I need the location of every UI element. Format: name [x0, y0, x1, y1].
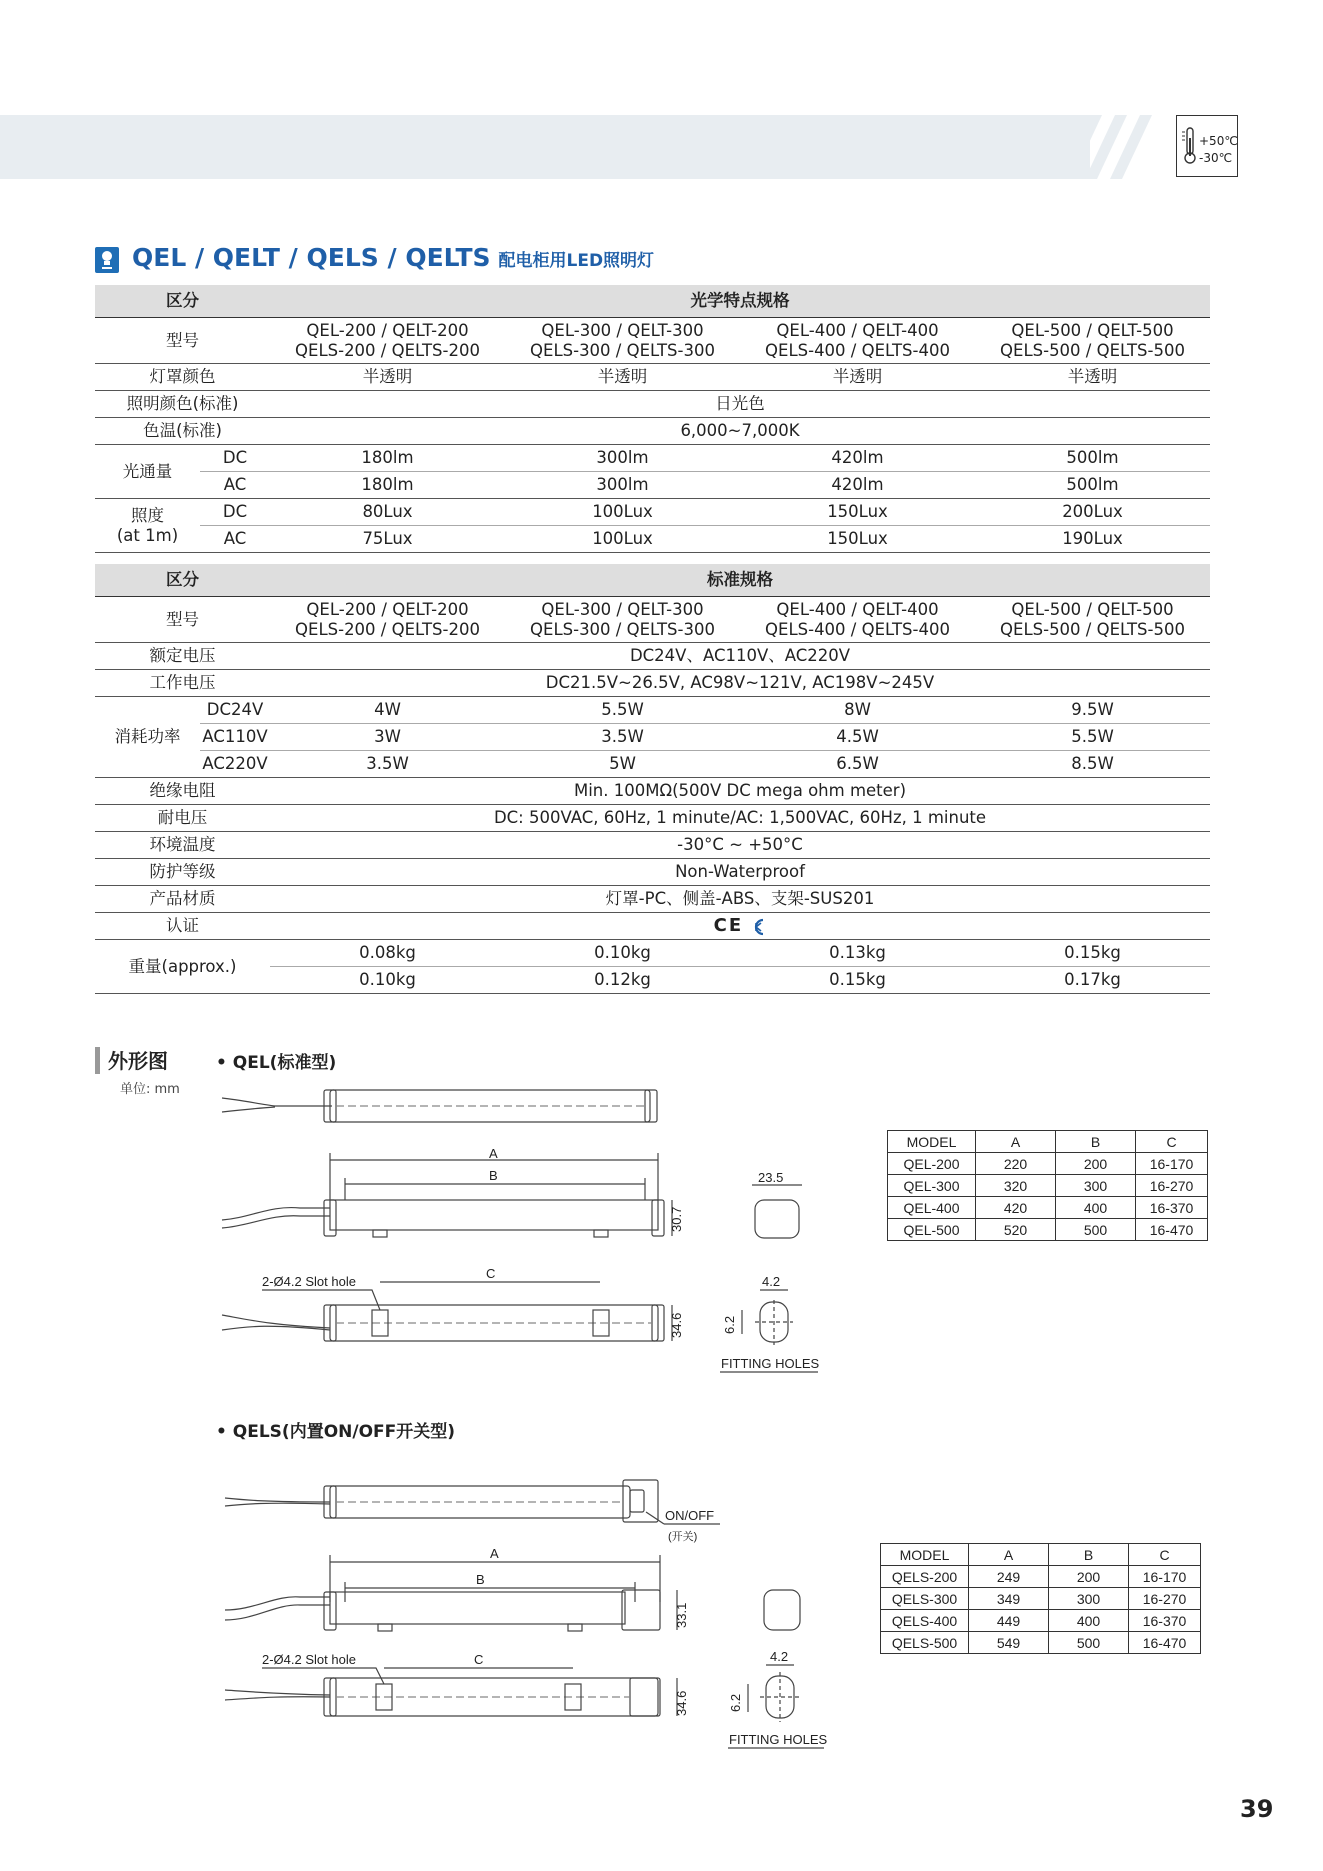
withstand-value: DC: 500VAC, 60Hz, 1 minute/AC: 1,500VAC, 60Hz, 1 minute: [270, 805, 1210, 832]
qels-dim-c: C: [474, 1652, 484, 1667]
illum-ac-cell: 150Lux: [740, 526, 975, 553]
illum-dc-cell: 150Lux: [740, 499, 975, 526]
row-label-flux: 光通量: [95, 445, 200, 499]
ambient-value: -30°C ~ +50°C: [270, 832, 1210, 859]
qel-dim-a: A: [489, 1146, 498, 1161]
onoff-label: ON/OFF: [665, 1508, 715, 1523]
qels-dim-h2: 34.6: [674, 1690, 689, 1716]
table-row: QELS-500 549 500 16-470: [881, 1632, 1201, 1654]
row-label-certification: 认证: [95, 913, 270, 940]
flux-dc-label: DC: [200, 445, 270, 472]
protection-value: Non-Waterproof: [270, 859, 1210, 886]
qels-fitting-label: FITTING HOLES: [729, 1732, 828, 1747]
qel-dimension-table: [887, 1130, 1208, 1241]
weight-cell: 0.17kg: [975, 967, 1210, 994]
power-cell: 3.5W: [505, 724, 740, 751]
flux-ac-cell: 180lm: [270, 472, 505, 499]
illum-dc-label: DC: [200, 499, 270, 526]
power-ac110-label: AC110V: [200, 724, 270, 751]
illum-dc-cell: 100Lux: [505, 499, 740, 526]
weight-cell: 0.12kg: [505, 967, 740, 994]
color-temp-value: 6,000~7,000K: [270, 418, 1210, 445]
cover-cell: 半透明: [975, 364, 1210, 391]
weight-cell: 0.15kg: [975, 940, 1210, 967]
weight-cell: 0.15kg: [740, 967, 975, 994]
power-cell: 5.5W: [975, 724, 1210, 751]
row-label-material: 产品材质: [95, 886, 270, 913]
illum-dc-cell: 200Lux: [975, 499, 1210, 526]
table-row: QEL-400 420 400 16-370: [888, 1197, 1208, 1219]
illum-ac-cell: 190Lux: [975, 526, 1210, 553]
qel-dim-h1: 30.7: [669, 1206, 684, 1232]
page-number: 39: [1240, 1795, 1274, 1823]
model-cell: QEL-200 / QELT-200 QELS-200 / QELTS-200: [270, 318, 505, 364]
qels-slot-label: 2-Ø4.2 Slot hole: [262, 1652, 356, 1667]
power-cell: 5.5W: [505, 697, 740, 724]
row-label-rated-voltage: 额定电压: [95, 643, 270, 670]
row-label-light-color: 照明颜色(标准): [95, 391, 270, 418]
row-label-withstand: 耐电压: [95, 805, 270, 832]
cover-cell: 半透明: [505, 364, 740, 391]
model-cell: QEL-500 / QELT-500 QELS-500 / QELTS-500: [975, 318, 1210, 364]
optical-head-category: 区分: [95, 285, 270, 318]
qel-section-title: • QEL(标准型): [216, 1053, 337, 1073]
dimensions-title: 外形图: [108, 1049, 168, 1073]
row-label-protection: 防护等级: [95, 859, 270, 886]
qels-section-title: • QELS(内置ON/OFF开关型): [216, 1422, 456, 1442]
optical-head-title: 光学特点规格: [270, 285, 1210, 318]
weight-cell: 0.10kg: [270, 967, 505, 994]
qels-dim-b: B: [476, 1572, 485, 1587]
power-cell: 4W: [270, 697, 505, 724]
flux-ac-cell: 420lm: [740, 472, 975, 499]
row-label-weight: 重量(approx.): [95, 940, 270, 994]
weight-cell: 0.13kg: [740, 940, 975, 967]
table-row: MODEL A B C: [881, 1544, 1201, 1566]
flux-dc-cell: 500lm: [975, 445, 1210, 472]
qels-dim-h1: 33.1: [674, 1602, 689, 1628]
cover-cell: 半透明: [740, 364, 975, 391]
dimensions-unit: 单位: mm: [120, 1082, 180, 1097]
row-label-model: 型号: [95, 597, 270, 643]
flux-dc-cell: 420lm: [740, 445, 975, 472]
qels-hole-w: 4.2: [770, 1649, 789, 1664]
table-row: QELS-400 449 400 16-370: [881, 1610, 1201, 1632]
flux-ac-cell: 300lm: [505, 472, 740, 499]
qel-slot-label: 2-Ø4.2 Slot hole: [262, 1274, 356, 1289]
operating-voltage-value: DC21.5V~26.5V, AC98V~121V, AC198V~245V: [270, 670, 1210, 697]
model-cell: QEL-500 / QELT-500 QELS-500 / QELTS-500: [975, 597, 1210, 643]
table-row: QEL-200 220 200 16-170: [888, 1153, 1208, 1175]
qel-dim-h2: 34.6: [669, 1312, 684, 1338]
onoff-cn-label: (开关): [668, 1531, 698, 1543]
qel-dim-b: B: [489, 1168, 498, 1183]
ce-mark-icon: CE: [713, 915, 744, 936]
row-label-illuminance: 照度 (at 1m): [95, 499, 200, 553]
weight-cell: 0.08kg: [270, 940, 505, 967]
cover-cell: 半透明: [270, 364, 505, 391]
title-main: QEL / QELT / QELS / QELTS: [132, 243, 491, 272]
weight-cell: 0.10kg: [505, 940, 740, 967]
model-cell: QEL-400 / QELT-400 QELS-400 / QELTS-400: [740, 597, 975, 643]
illum-dc-cell: 80Lux: [270, 499, 505, 526]
illum-ac-label: AC: [200, 526, 270, 553]
row-label-operating-voltage: 工作电压: [95, 670, 270, 697]
illum-ac-cell: 75Lux: [270, 526, 505, 553]
insulation-value: Min. 100MΩ(500V DC mega ohm meter): [270, 778, 1210, 805]
power-cell: 6.5W: [740, 751, 975, 778]
row-label-ambient: 环境温度: [95, 832, 270, 859]
table-row: QEL-500 520 500 16-470: [888, 1219, 1208, 1241]
table-row: MODEL A B C: [888, 1131, 1208, 1153]
table-row: QELS-300 349 300 16-270: [881, 1588, 1201, 1610]
material-value: 灯罩-PC、侧盖-ABS、支架-SUS201: [270, 886, 1210, 913]
qel-hole-w: 4.2: [762, 1274, 781, 1289]
illum-ac-cell: 100Lux: [505, 526, 740, 553]
power-dc24-label: DC24V: [200, 697, 270, 724]
qel-fitting-label: FITTING HOLES: [721, 1356, 820, 1371]
power-cell: 4.5W: [740, 724, 975, 751]
model-cell: QEL-200 / QELT-200 QELS-200 / QELTS-200: [270, 597, 505, 643]
flux-ac-cell: 500lm: [975, 472, 1210, 499]
rated-voltage-value: DC24V、AC110V、AC220V: [270, 643, 1210, 670]
row-label-cover: 灯罩颜色: [95, 364, 270, 391]
row-label-color-temp: 色温(标准): [95, 418, 270, 445]
light-color-value: 日光色: [270, 391, 1210, 418]
qels-dimension-table: [880, 1543, 1201, 1654]
qel-dim-width: 23.5: [758, 1170, 784, 1185]
power-cell: 8W: [740, 697, 975, 724]
qels-hole-h: 6.2: [728, 1693, 743, 1712]
flux-ac-label: AC: [200, 472, 270, 499]
standard-head-category: 区分: [95, 564, 270, 597]
qels-dim-a: A: [490, 1546, 499, 1561]
row-label-model: 型号: [95, 318, 270, 364]
title-sub: 配电柜用LED照明灯: [498, 251, 655, 271]
power-cell: 3.5W: [270, 751, 505, 778]
power-cell: 9.5W: [975, 697, 1210, 724]
model-cell: QEL-400 / QELT-400 QELS-400 / QELTS-400: [740, 318, 975, 364]
row-label-power: 消耗功率: [95, 697, 200, 778]
power-cell: 5W: [505, 751, 740, 778]
model-cell: QEL-300 / QELT-300 QELS-300 / QELTS-300: [505, 318, 740, 364]
temp-high: +50℃: [1199, 134, 1238, 148]
power-cell: 8.5W: [975, 751, 1210, 778]
power-cell: 3W: [270, 724, 505, 751]
temp-low: -30℃: [1199, 151, 1233, 165]
flux-dc-cell: 300lm: [505, 445, 740, 472]
table-row: QEL-300 320 300 16-270: [888, 1175, 1208, 1197]
flux-dc-cell: 180lm: [270, 445, 505, 472]
power-ac220-label: AC220V: [200, 751, 270, 778]
model-cell: QEL-300 / QELT-300 QELS-300 / QELTS-300: [505, 597, 740, 643]
row-label-insulation: 绝缘电阻: [95, 778, 270, 805]
standard-head-title: 标准规格: [270, 564, 1210, 597]
qel-dim-c: C: [486, 1266, 496, 1281]
table-row: QELS-200 249 200 16-170: [881, 1566, 1201, 1588]
qel-hole-h: 6.2: [722, 1315, 737, 1334]
